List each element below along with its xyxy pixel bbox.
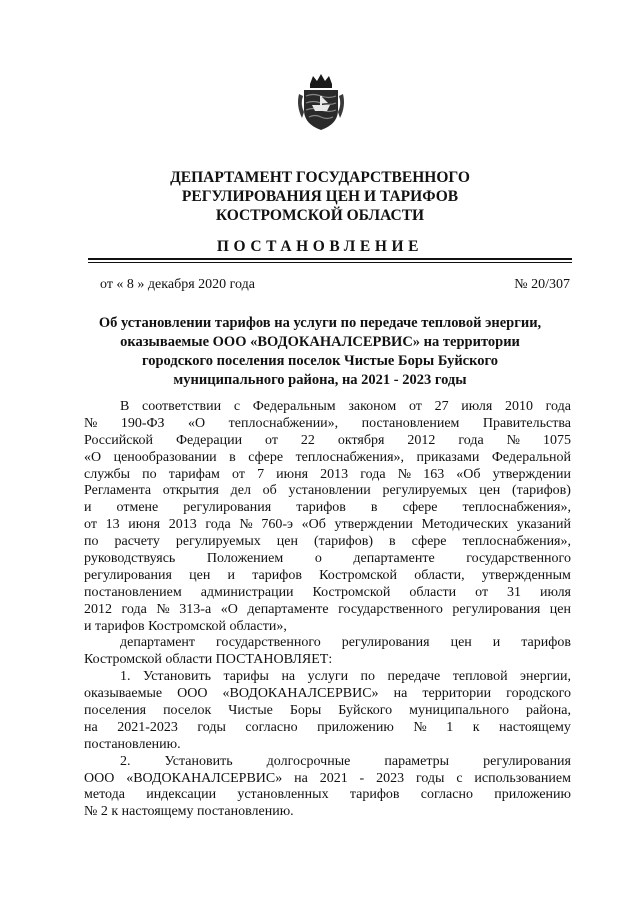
body-word: департаменте xyxy=(247,601,329,617)
body-word: Буйского xyxy=(338,703,393,719)
body-line xyxy=(84,703,571,720)
body-word: района, xyxy=(526,703,571,719)
body-word: территории xyxy=(422,686,492,702)
body-line: Костромской области ПОСТАНОВЛЯЕТ: xyxy=(84,652,333,668)
body-word: с xyxy=(456,770,463,786)
document-type-title: ПОСТАНОВЛЕНИЕ xyxy=(216,238,424,255)
body-line xyxy=(84,669,571,686)
department-line: РЕГУЛИРОВАНИЯ ЦЕН И ТАРИФОВ xyxy=(181,188,459,205)
body-word: года xyxy=(545,399,571,414)
subject-line: муниципального района, на 2021 - 2023 годы xyxy=(173,372,467,388)
body-word: «О xyxy=(84,449,102,465)
body-word: с xyxy=(233,399,241,414)
coat-of-arms-icon xyxy=(296,72,346,134)
body-word: области xyxy=(409,584,457,600)
body-line xyxy=(84,686,571,703)
body-word: года xyxy=(121,601,147,617)
body-word: теплоснабжения», xyxy=(462,500,571,516)
body-word: 2012 xyxy=(407,432,436,448)
body-line xyxy=(84,517,571,534)
body-word: Чистые xyxy=(228,703,273,719)
body-word: (тарифов) xyxy=(511,483,571,499)
body-line: и тарифов Костромской области», xyxy=(84,618,287,634)
body-word: 2. xyxy=(120,753,131,769)
body-word: Федерации xyxy=(175,432,243,448)
body-word: от xyxy=(232,466,245,482)
body-word: расчету xyxy=(114,534,160,550)
body-word: года xyxy=(360,466,386,482)
body-word: муниципального xyxy=(409,703,510,719)
body-line xyxy=(84,771,571,788)
body-word: администрации xyxy=(200,584,294,600)
body-word: руководствуясь xyxy=(84,551,176,567)
body-word: параметры xyxy=(384,753,450,769)
body-line xyxy=(84,416,571,433)
body-word: Методических xyxy=(421,517,509,533)
body-line xyxy=(84,635,571,652)
body-line: № 2 к настоящему постановлению. xyxy=(84,804,294,820)
body-word: 2023 xyxy=(376,770,405,786)
body-word: тарифов xyxy=(252,567,302,583)
body-word: цен xyxy=(479,483,501,499)
body-word: июля xyxy=(539,584,571,600)
body-word: от xyxy=(475,584,489,600)
body-word: годы xyxy=(197,719,226,735)
subject-line: городского поселения поселок Чистые Боры Буйского xyxy=(141,353,498,369)
body-word: № xyxy=(413,719,427,735)
body-word: на xyxy=(281,669,296,685)
body-word: теплоснабжения», xyxy=(462,534,571,550)
body-word: 313-а xyxy=(179,601,212,617)
body-word: использованием xyxy=(474,770,571,786)
header-divider xyxy=(88,258,572,260)
body-word: установлении xyxy=(288,483,371,499)
body-word: 2012 xyxy=(84,601,112,617)
body-word: установленных xyxy=(237,787,329,803)
body-word: 31 xyxy=(507,584,522,600)
body-word: городского xyxy=(506,686,571,702)
body-word: регулирования xyxy=(452,601,541,617)
body-word: № xyxy=(397,466,412,482)
body-word: регулирования xyxy=(84,567,172,583)
body-line xyxy=(84,399,571,416)
body-line xyxy=(84,450,571,467)
body-word: 27 xyxy=(434,399,449,414)
body-word: июня xyxy=(128,517,161,533)
body-word: регулируемых xyxy=(175,534,261,550)
body-word: Федеральным xyxy=(252,399,336,414)
body-word: 2013 xyxy=(320,466,349,482)
body-word: государственного xyxy=(338,601,443,617)
body-line xyxy=(84,467,571,484)
body-word: тарифов xyxy=(349,787,400,803)
body-word: 13 xyxy=(105,517,120,533)
body-word: тарифам xyxy=(168,466,220,482)
body-word: приложению xyxy=(317,719,394,735)
body-word: указаний xyxy=(516,517,571,533)
body-word: индексации xyxy=(146,787,217,803)
body-word: от xyxy=(84,517,97,533)
body-word: по xyxy=(84,534,99,550)
body-word: октября xyxy=(337,432,385,448)
body-word: Установить xyxy=(142,669,212,685)
body-word: 1. xyxy=(120,669,131,685)
body-word: регулирования xyxy=(183,500,272,516)
body-word: № xyxy=(506,432,520,448)
body-word: тарифы xyxy=(223,669,269,685)
body-word: законом xyxy=(348,399,397,414)
body-word: оказываемые xyxy=(84,686,163,702)
body-word: и xyxy=(227,567,236,583)
body-word: открытия xyxy=(162,483,219,499)
body-word: тепловой xyxy=(452,669,508,685)
body-word: цен xyxy=(450,635,472,651)
body-line xyxy=(84,568,571,585)
body-word: теплоснабжении», xyxy=(228,415,339,431)
body-word: «О xyxy=(188,415,206,431)
header-divider-thin xyxy=(88,262,572,263)
body-word: 2010 xyxy=(504,399,533,414)
body-word: 2021 xyxy=(319,770,348,786)
subject-line: Об установлении тарифов на услуги по передаче тепловой энергии, xyxy=(98,315,542,331)
body-word: государственного xyxy=(466,551,571,567)
body-word: В xyxy=(120,399,130,414)
body-word: июня xyxy=(276,466,309,482)
department-line: КОСТРОМСКОЙ ОБЛАСТИ xyxy=(215,207,425,224)
body-word: согласно xyxy=(420,787,473,803)
body-word: приложению xyxy=(494,787,571,803)
body-line xyxy=(84,602,571,619)
body-line xyxy=(84,500,571,517)
body-word: цен xyxy=(276,534,298,550)
body-line xyxy=(84,551,571,568)
body-word: государственного xyxy=(216,635,321,651)
body-word: 163 xyxy=(423,466,445,482)
body-word: «Об xyxy=(301,517,326,533)
body-word: ООО xyxy=(177,686,208,702)
body-word: по xyxy=(360,669,376,685)
body-word: 22 xyxy=(300,432,315,448)
body-line xyxy=(84,483,571,500)
document-subject xyxy=(80,314,560,390)
subject-line: оказываемые ООО «ВОДОКАНАЛСЕРВИС» на территории xyxy=(120,334,520,350)
body-word: июля xyxy=(461,399,493,414)
body-word: 190-ФЗ xyxy=(120,415,165,431)
body-word: Российской xyxy=(84,432,153,448)
body-word: 760-э xyxy=(261,517,294,533)
body-word: и xyxy=(492,635,501,651)
body-word: регулируемых xyxy=(382,483,468,499)
body-word: «О xyxy=(220,601,238,617)
body-word: года xyxy=(458,432,484,448)
document-body xyxy=(84,399,571,821)
document-number: № 20/307 xyxy=(514,277,570,292)
body-word: тарифов xyxy=(296,500,346,516)
body-word: цен xyxy=(549,601,571,617)
body-word: - xyxy=(359,770,365,786)
body-word: регулирования xyxy=(341,635,430,651)
body-word: цен xyxy=(189,567,211,583)
body-word: в xyxy=(370,500,378,516)
body-line xyxy=(84,433,571,450)
body-word: услуги xyxy=(307,669,349,685)
body-word: приказами xyxy=(416,449,480,465)
body-line xyxy=(84,754,571,771)
body-word: департаменте xyxy=(353,551,435,567)
body-word: дел xyxy=(230,483,251,499)
document-date: от « 8 » декабря 2020 года xyxy=(100,277,255,292)
body-word: сфере xyxy=(248,449,284,465)
body-word: передаче xyxy=(387,669,441,685)
body-word: Костромской xyxy=(319,567,398,583)
body-word: утверждении xyxy=(334,517,413,533)
body-word: № xyxy=(239,517,253,533)
body-word: постановлением xyxy=(84,584,182,600)
body-word: Боры xyxy=(289,703,322,719)
body-word: поселения xyxy=(84,703,147,719)
body-word: по xyxy=(142,466,157,482)
body-word: о xyxy=(314,551,322,567)
body-word: в xyxy=(229,449,236,465)
body-word: и xyxy=(84,500,92,516)
body-word: тарифов xyxy=(521,635,571,651)
body-word: от xyxy=(265,432,278,448)
body-word: на xyxy=(294,770,308,786)
body-word: года xyxy=(205,517,231,533)
body-word: области, xyxy=(414,567,465,583)
body-word: департамент xyxy=(120,635,196,651)
body-line xyxy=(84,585,571,602)
body-word: службы xyxy=(84,466,131,482)
body-line xyxy=(84,787,571,804)
body-word: № xyxy=(156,601,170,617)
body-word: Правительства xyxy=(482,415,571,431)
body-word: Установить xyxy=(164,753,233,769)
body-word: от xyxy=(408,399,422,414)
body-word: теплоснабжения», xyxy=(295,449,405,465)
body-word: годы xyxy=(415,770,445,786)
body-word: Регламента xyxy=(84,483,152,499)
body-word: 1075 xyxy=(542,432,571,448)
body-word: на xyxy=(84,719,98,735)
body-word: энергии, xyxy=(520,669,571,685)
body-word: настоящему xyxy=(499,719,571,735)
body-word: ценообразовании xyxy=(113,449,217,465)
body-word: постановлением xyxy=(361,415,460,431)
body-word: регулирования xyxy=(483,753,571,769)
body-word: № xyxy=(84,415,98,431)
body-word: сфере xyxy=(402,500,438,516)
body-word: Костромской xyxy=(312,584,391,600)
body-line xyxy=(84,720,571,737)
body-word: «ВОДОКАНАЛСЕРВИС» xyxy=(222,686,379,702)
department-line: ДЕПАРТАМЕНТ ГОСУДАРСТВЕННОГО xyxy=(170,169,470,186)
body-word: Федеральной xyxy=(491,449,571,465)
body-word: об xyxy=(262,483,277,499)
body-word: соответствии xyxy=(142,399,222,414)
body-word: метода xyxy=(84,787,125,803)
body-word: утверждении xyxy=(492,466,571,482)
body-word: утвержденным xyxy=(481,567,571,583)
body-word: в xyxy=(389,534,396,550)
body-word: на xyxy=(393,686,408,702)
body-word: долгосрочные xyxy=(266,753,351,769)
department-name xyxy=(100,168,540,225)
body-word: 7 xyxy=(257,466,265,482)
body-word: к xyxy=(472,719,480,735)
body-word: сфере xyxy=(411,534,447,550)
body-line: постановлению. xyxy=(84,736,181,752)
body-word: «Об xyxy=(456,466,481,482)
body-word: ООО xyxy=(84,770,115,786)
body-word: (тарифов) xyxy=(313,534,373,550)
body-word: «ВОДОКАНАЛСЕРВИС» xyxy=(126,770,283,786)
body-word: поселок xyxy=(163,703,212,719)
body-word: отмене xyxy=(116,500,159,516)
body-word: Положением xyxy=(206,551,284,567)
body-word: 1 xyxy=(446,719,454,735)
body-word: 2021-2023 xyxy=(117,719,178,735)
body-word: согласно xyxy=(245,719,298,735)
body-word: 2013 xyxy=(168,517,197,533)
body-line xyxy=(84,534,571,551)
